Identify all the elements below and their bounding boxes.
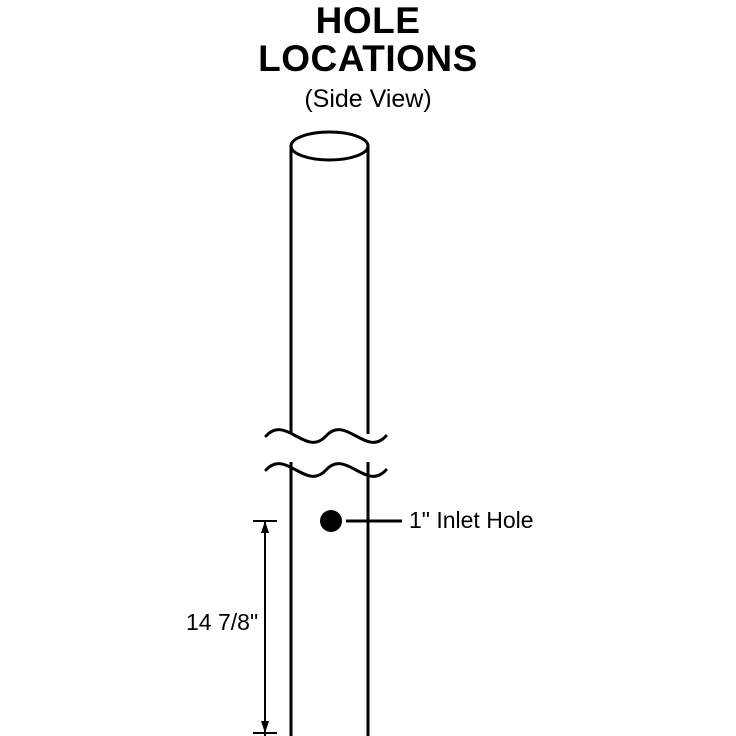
pipe-lower-segment <box>291 462 368 736</box>
title-line-2: LOCATIONS <box>258 38 478 79</box>
title-line-1: HOLE <box>315 0 421 41</box>
view-subtitle: (Side View) <box>304 85 432 113</box>
inlet-hole-label: 1" Inlet Hole <box>409 507 534 533</box>
dimension-label: 14 7/8" <box>186 609 259 635</box>
pipe-upper-segment <box>291 132 368 434</box>
inlet-hole-marker <box>320 510 342 532</box>
